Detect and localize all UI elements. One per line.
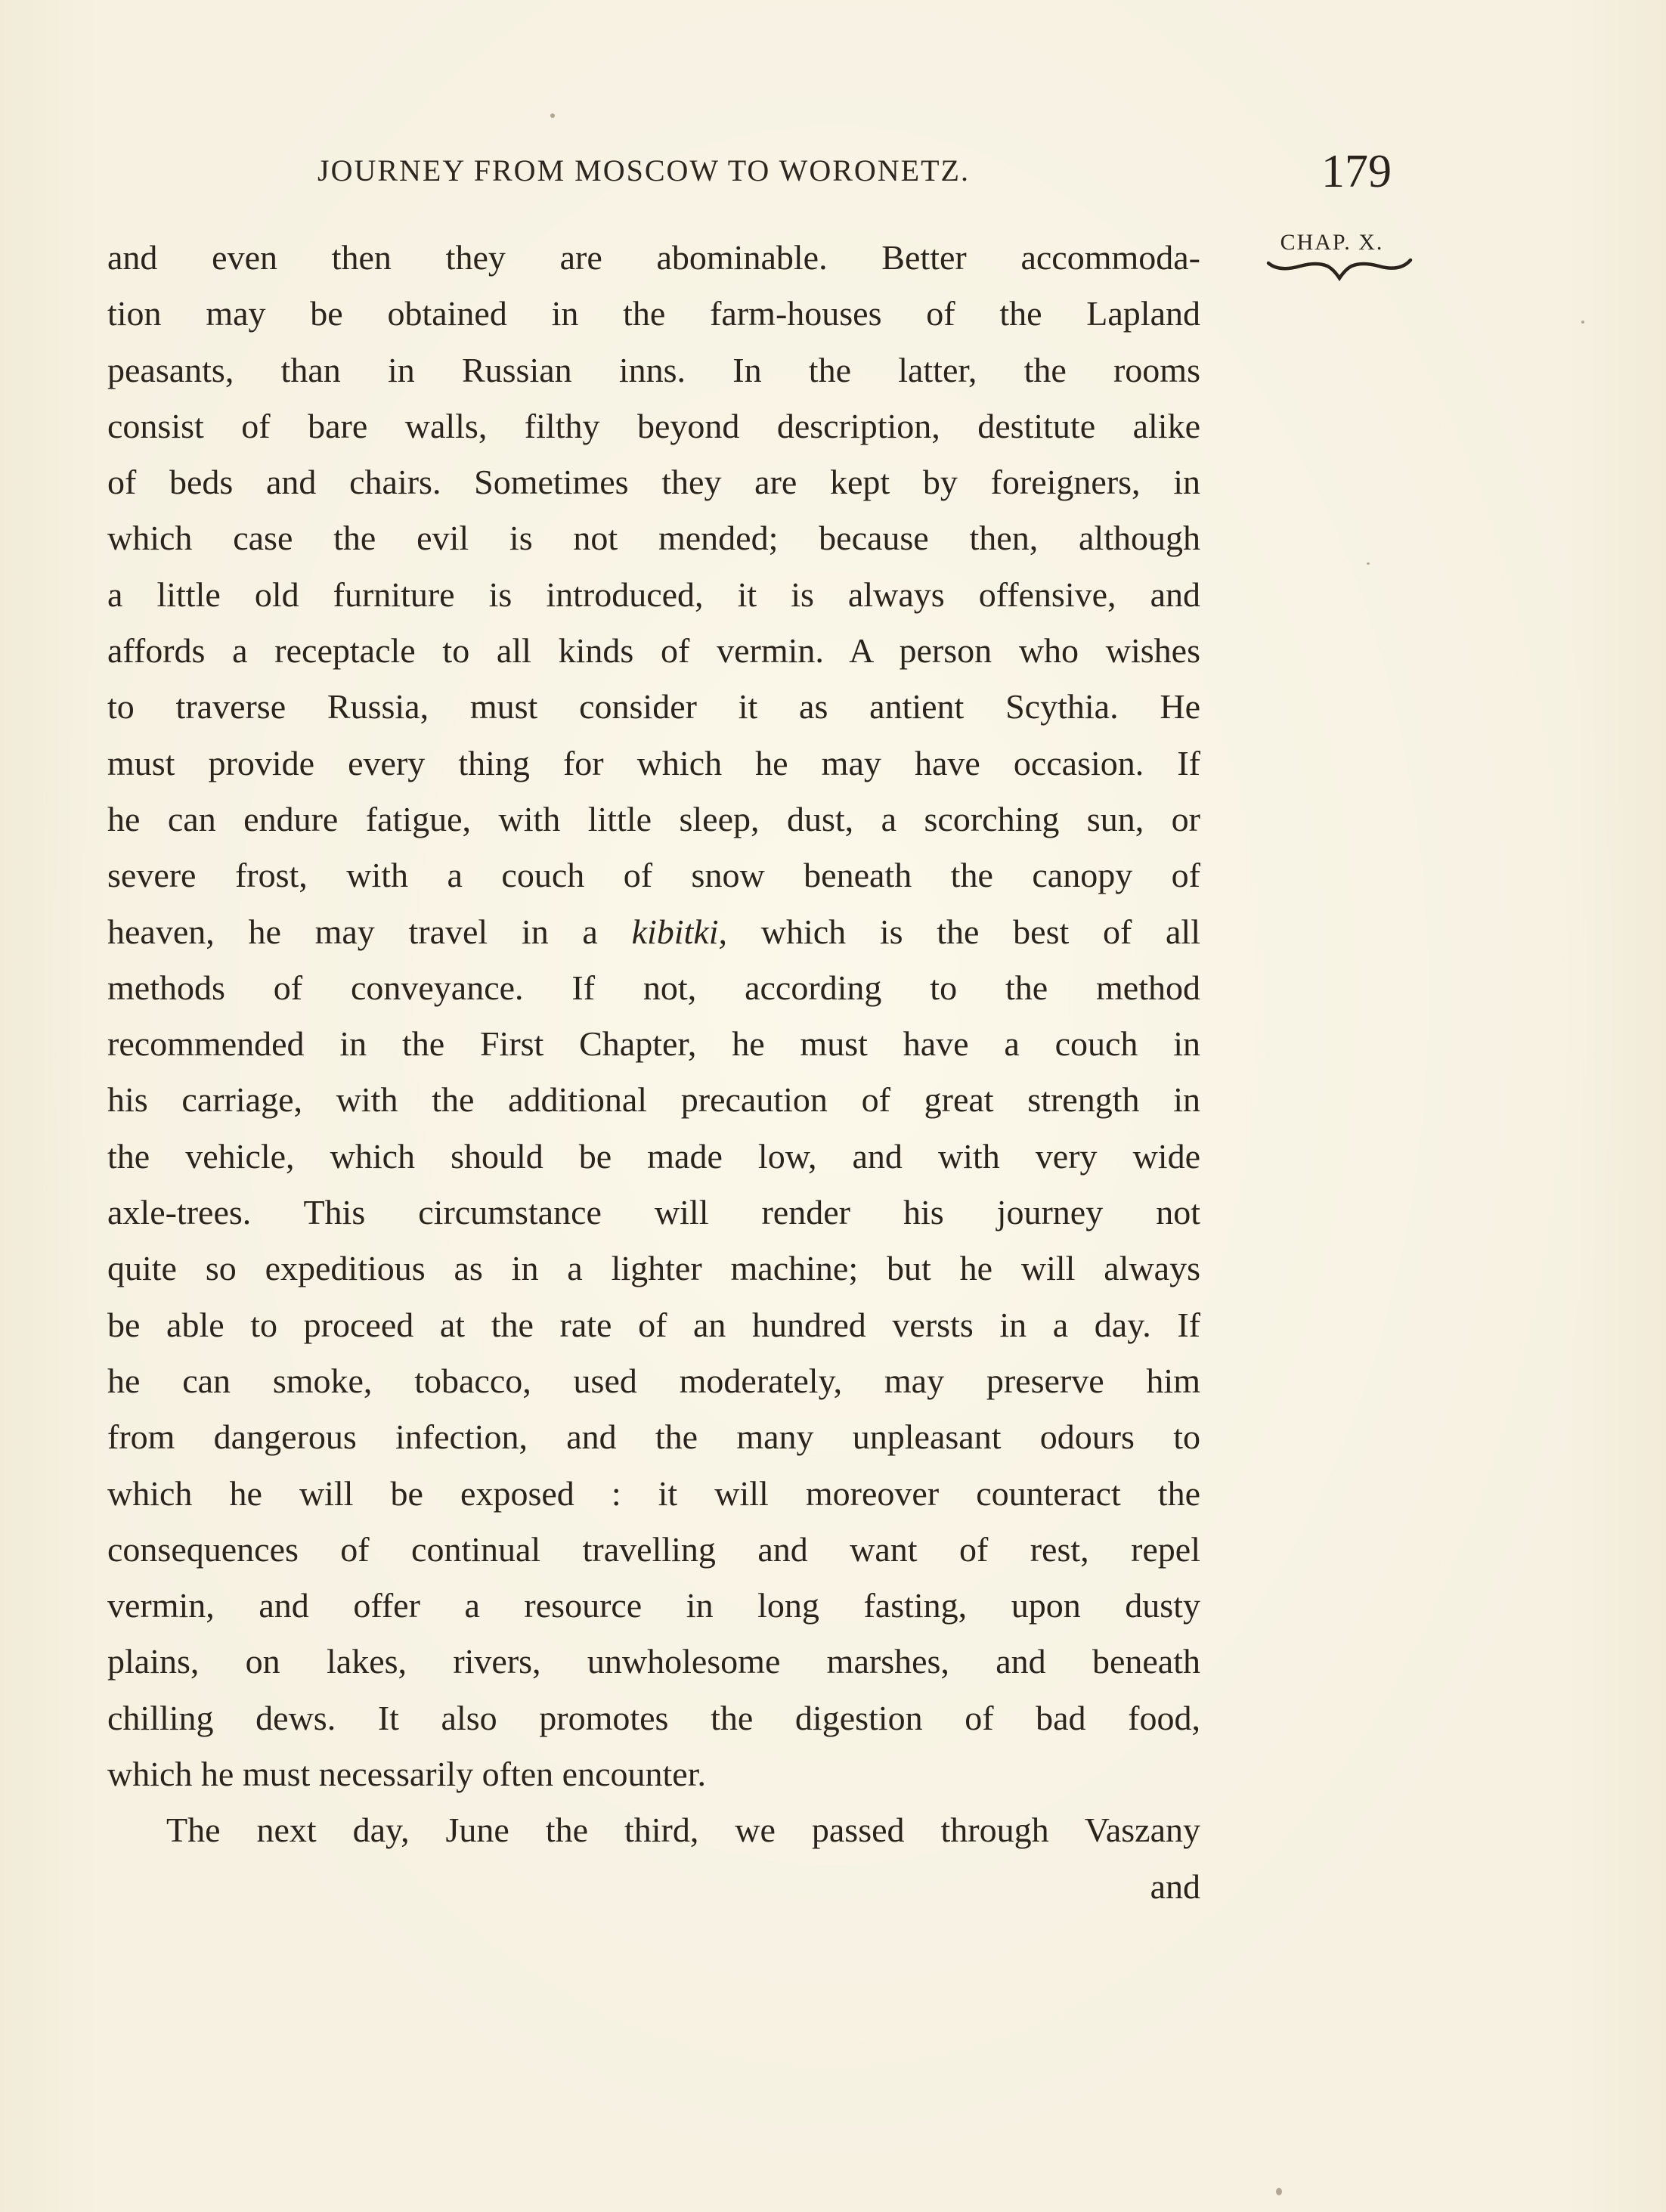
- text-line-16: his carriage, with the additional precaution of great strength in: [107, 1080, 1200, 1120]
- text-line-21: he can smoke, tobacco, used moderately, may preserve him: [107, 1361, 1200, 1400]
- text-line-3: peasants, than in Russian inns. In the latter, the rooms: [107, 350, 1200, 389]
- page-number: 179: [1321, 146, 1392, 197]
- text-line-11: he can endure fatigue, with little sleep, dust, a scorching sun, or: [107, 799, 1200, 838]
- next-paragraph-line: The next day, June the third, we passed through Vaszany: [166, 1811, 1200, 1850]
- text-line-8: affords a receptacle to all kinds of vermin. A person who wishes: [107, 631, 1200, 671]
- text-line-24: consequences of continual travelling and want of rest, repel: [107, 1529, 1200, 1569]
- chapter-label: CHAP. X.: [1280, 230, 1384, 255]
- text-line-9: to traverse Russia, must consider it as antient Scythia. He: [107, 687, 1200, 726]
- text-line-12: severe frost, with a couch of snow beneath the canopy of: [107, 856, 1200, 895]
- text-line-7: a little old furniture is introduced, it is always offensive, and: [107, 575, 1200, 614]
- brace-ornament-icon: [1264, 256, 1415, 281]
- text-line-28: which he must necessarily often encounter.: [107, 1755, 706, 1794]
- text-line-5: of beds and chairs. Sometimes they are kept by foreigners, in: [107, 463, 1200, 502]
- text-line-2: tion may be obtained in the farm-houses of the Lapland: [107, 294, 1200, 333]
- paper-speck: [550, 113, 555, 118]
- text-line-22: from dangerous infection, and the many unpleasant odours to: [107, 1417, 1200, 1457]
- running-title: JOURNEY FROM MOSCOW TO WORONETZ.: [317, 153, 970, 187]
- text-line-1: and even then they are abominable. Better accommoda-: [107, 238, 1200, 277]
- text-line-19: quite so expeditious as in a lighter machine; but he will always: [107, 1249, 1200, 1288]
- text-line-25: vermin, and offer a resource in long fasting, upon dusty: [107, 1586, 1200, 1625]
- text-line-13: [107, 904, 1200, 960]
- text-line-15: recommended in the First Chapter, he must have a couch in: [107, 1024, 1200, 1064]
- text-line-17: the vehicle, which should be made low, and with very wide: [107, 1136, 1200, 1176]
- kibitki-italic: kibitki,: [631, 912, 728, 951]
- text-line-27: chilling dews. It also promotes the digestion of bad food,: [107, 1698, 1200, 1737]
- text-line-18: axle-trees. This circumstance will render his journey not: [107, 1193, 1200, 1232]
- text-line-14: methods of conveyance. If not, according to the method: [107, 968, 1200, 1007]
- body-text: [107, 230, 1200, 1915]
- text-line-13-after: which is the best of all: [727, 912, 1200, 951]
- text-line-23: which he will be exposed : it will moreover counteract the: [107, 1473, 1200, 1513]
- text-line-6: which case the evil is not mended; because then, although: [107, 519, 1200, 558]
- text-line-10: must provide every thing for which he may have occasion. If: [107, 743, 1200, 782]
- text-line-13-before: heaven, he may travel in a: [107, 912, 632, 951]
- chapter-margin-note: [1264, 230, 1400, 281]
- paper-speck: [1276, 2188, 1282, 2195]
- text-line-20: be able to proceed at the rate of an hundred versts in a day. If: [107, 1305, 1200, 1344]
- catchword: and: [1150, 1867, 1200, 1906]
- text-line-4: consist of bare walls, filthy beyond description, destitute alike: [107, 406, 1200, 445]
- paper-speck: [1367, 562, 1370, 565]
- text-line-26: plains, on lakes, rivers, unwholesome marshes, and beneath: [107, 1642, 1200, 1681]
- paper-speck: [1581, 321, 1584, 324]
